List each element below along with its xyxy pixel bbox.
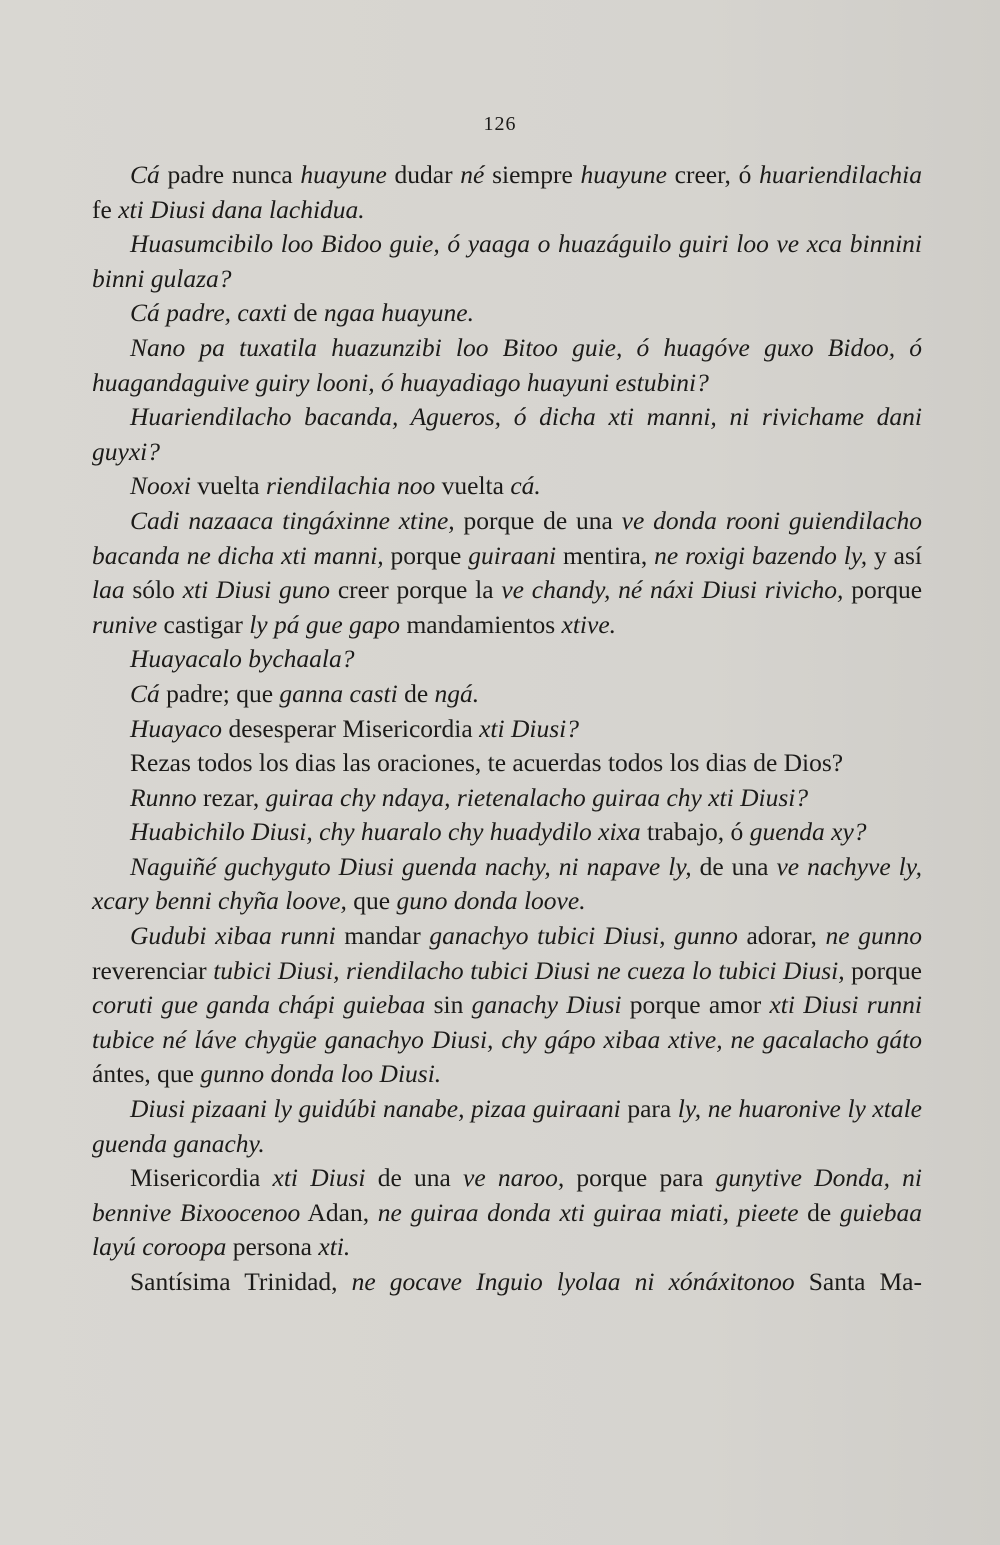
text-run: sin bbox=[425, 990, 472, 1020]
text-run: ántes, que bbox=[92, 1059, 201, 1089]
italic-text-run: Cadi nazaaca tingáxinne xtine, bbox=[130, 505, 455, 535]
italic-text-run: huariendilachia bbox=[759, 160, 923, 189]
paragraph bbox=[92, 400, 922, 469]
italic-text-run: gunno donda loo Diusi. bbox=[200, 1059, 442, 1089]
text-run: Santísima Trinidad, bbox=[130, 1267, 352, 1296]
paragraph bbox=[92, 919, 922, 1092]
italic-text-run: xti Diusi guno bbox=[182, 575, 331, 605]
text-run: desesperar Misericordia bbox=[222, 713, 480, 743]
text-run: Santa Ma- bbox=[794, 1267, 922, 1296]
italic-text-run: Huasumcibilo loo Bidoo guie, ó yaaga o huazáguilo guiri loo ve xca binnini binni gulaza? bbox=[92, 229, 922, 293]
italic-text-run: laa bbox=[92, 575, 125, 605]
italic-text-run: Cá bbox=[130, 678, 160, 708]
paragraph bbox=[92, 1161, 922, 1265]
italic-text-run: xti Diusi dana lachidua. bbox=[118, 194, 365, 224]
italic-text-run: Huayacalo bychaala? bbox=[130, 644, 355, 674]
paragraph bbox=[92, 1265, 922, 1300]
text-run: porque para bbox=[564, 1163, 716, 1193]
italic-text-run: ne guiraa donda xti guiraa miati, pieete bbox=[377, 1197, 799, 1227]
italic-text-run: coruti gue ganda chápi guiebaa bbox=[92, 990, 426, 1020]
text-run: adorar, bbox=[737, 921, 826, 951]
italic-text-run: xti Diusi? bbox=[479, 713, 579, 743]
italic-text-run: Nooxi bbox=[130, 471, 191, 501]
italic-text-run: runive bbox=[92, 609, 158, 639]
italic-text-run: ganachyo tubici Diusi, gunno bbox=[429, 921, 738, 951]
italic-text-run: ngaa huayune. bbox=[323, 298, 474, 328]
text-run: de bbox=[798, 1197, 840, 1227]
text-run: rezar, bbox=[196, 782, 266, 812]
paragraph bbox=[92, 504, 922, 642]
italic-text-run: ve nachyve ly, xcary benni chyña loove, bbox=[92, 851, 923, 916]
italic-text-run: ne roxigi bazendo ly, bbox=[654, 540, 868, 570]
italic-text-run: Naguiñé guchyguto Diusi guenda nachy, ni napave ly, bbox=[130, 851, 692, 881]
text-run: Misericordia bbox=[130, 1163, 273, 1193]
text-run: porque bbox=[843, 575, 923, 605]
body-text bbox=[92, 158, 922, 1300]
text-run: Rezas todos los dias las oraciones, te acuerdas todos los dias de Dios? bbox=[130, 748, 844, 778]
text-run: porque de una bbox=[454, 505, 622, 535]
italic-text-run: ve naroo, bbox=[463, 1163, 565, 1193]
italic-text-run: riendilachia noo bbox=[265, 471, 436, 501]
text-run: vuelta bbox=[190, 471, 266, 501]
text-run: mandamientos bbox=[400, 609, 562, 639]
italic-text-run: guiebaa layú coroopa bbox=[92, 1197, 923, 1262]
text-run: castigar bbox=[157, 609, 250, 639]
text-run: mandar bbox=[335, 921, 430, 951]
text-run: vuelta bbox=[435, 471, 511, 501]
paragraph bbox=[92, 331, 922, 400]
text-run: de bbox=[397, 678, 435, 708]
text-run: de una bbox=[691, 851, 777, 881]
paragraph bbox=[92, 227, 922, 296]
text-run: porque amor bbox=[621, 990, 770, 1020]
italic-text-run: xti. bbox=[318, 1232, 351, 1262]
paragraph bbox=[92, 677, 922, 712]
text-run: y así bbox=[867, 540, 923, 570]
text-run: persona bbox=[226, 1232, 319, 1262]
text-run: de bbox=[286, 298, 324, 328]
italic-text-run: né bbox=[460, 160, 485, 189]
italic-text-run: guiraa chy ndaya, rietenalacho guiraa chy xti Diusi? bbox=[265, 782, 809, 812]
italic-text-run: Huabichilo Diusi, chy huaralo chy huadydilo xixa bbox=[130, 817, 641, 847]
italic-text-run: ganna casti bbox=[279, 678, 398, 708]
italic-text-run: guiraani bbox=[468, 540, 557, 570]
italic-text-run: guno donda loove. bbox=[396, 886, 586, 916]
text-run: de una bbox=[365, 1163, 464, 1193]
italic-text-run: xti Diusi bbox=[272, 1163, 366, 1193]
paragraph bbox=[92, 815, 922, 850]
italic-text-run: tubici Diusi, riendilacho tubici Diusi ne cueza lo tubici Diusi, bbox=[213, 955, 845, 985]
paragraph bbox=[92, 296, 922, 331]
paragraph bbox=[92, 712, 922, 747]
text-run: trabajo, ó bbox=[640, 817, 750, 847]
paragraph bbox=[92, 1092, 922, 1161]
italic-text-run: Huariendilacho bacanda, Agueros, ó dicha xti manni, ni rivichame dani guyxi? bbox=[92, 402, 922, 466]
italic-text-run: huayune bbox=[580, 160, 667, 189]
italic-text-run: xtive. bbox=[561, 609, 617, 639]
italic-text-run: Cá bbox=[130, 160, 160, 189]
italic-text-run: ne gunno bbox=[825, 921, 922, 951]
text-run: para bbox=[620, 1094, 678, 1124]
italic-text-run: gunytive Donda, ni bennive Bixoocenoo bbox=[92, 1163, 922, 1227]
italic-text-run: huayune bbox=[300, 160, 387, 189]
italic-text-run: ly, ne huaronive ly xtale guenda ganachy. bbox=[92, 1094, 922, 1158]
italic-text-run: Runno bbox=[130, 782, 197, 812]
italic-text-run: ve chandy, né náxi Diusi rivicho, bbox=[501, 575, 844, 605]
italic-text-run: cá. bbox=[510, 471, 541, 501]
italic-text-run: Gudubi xibaa runni bbox=[130, 921, 336, 951]
text-run: porque bbox=[844, 955, 922, 985]
text-run: Adan, bbox=[300, 1197, 378, 1227]
italic-text-run: Nano pa tuxatila huazunzibi loo Bitoo guie, ó huagóve guxo Bidoo, ó huagandaguive guiry looni, ó huayadiago huayuni estubini? bbox=[92, 332, 922, 397]
italic-text-run: Diusi pizaani ly guidúbi nanabe, pizaa guiraani bbox=[130, 1094, 621, 1124]
italic-text-run: ve donda rooni guiendilacho bacanda ne dicha xti manni, bbox=[92, 505, 922, 570]
text-run: fe bbox=[92, 194, 119, 224]
paragraph bbox=[92, 850, 922, 919]
italic-text-run: ganachy Diusi bbox=[471, 990, 622, 1020]
text-run: creer porque la bbox=[330, 575, 502, 605]
paragraph bbox=[92, 746, 922, 781]
text-run: que bbox=[346, 886, 397, 916]
text-run: mentira, bbox=[556, 540, 655, 570]
paragraph bbox=[92, 469, 922, 504]
italic-text-run: Huayaco bbox=[130, 713, 223, 743]
text-run: porque bbox=[383, 540, 469, 570]
paragraph bbox=[92, 158, 922, 227]
paragraph bbox=[92, 642, 922, 677]
italic-text-run: guenda xy? bbox=[749, 817, 867, 847]
italic-text-run: ne gocave Inguio lyolaa ni xónáxitonoo bbox=[351, 1267, 795, 1296]
italic-text-run: Cá padre, caxti bbox=[130, 298, 287, 328]
text-run: padre; que bbox=[159, 678, 280, 708]
text-run: padre nunca bbox=[159, 160, 301, 189]
italic-text-run: ly pá gue gapo bbox=[249, 609, 401, 639]
text-run: siempre bbox=[484, 160, 581, 189]
page-number: 126 bbox=[483, 113, 517, 135]
text-run: dudar bbox=[386, 160, 461, 189]
italic-text-run: xti Diusi runni tubice né láve chygüe ganachyo Diusi, chy gápo xibaa xtive, ne gacalacho gáto bbox=[92, 990, 922, 1054]
text-run: creer, ó bbox=[666, 160, 760, 189]
text-run: reverenciar bbox=[92, 955, 214, 985]
italic-text-run: ngá. bbox=[434, 678, 480, 708]
paragraph bbox=[92, 781, 922, 816]
text-run: sólo bbox=[124, 575, 183, 605]
